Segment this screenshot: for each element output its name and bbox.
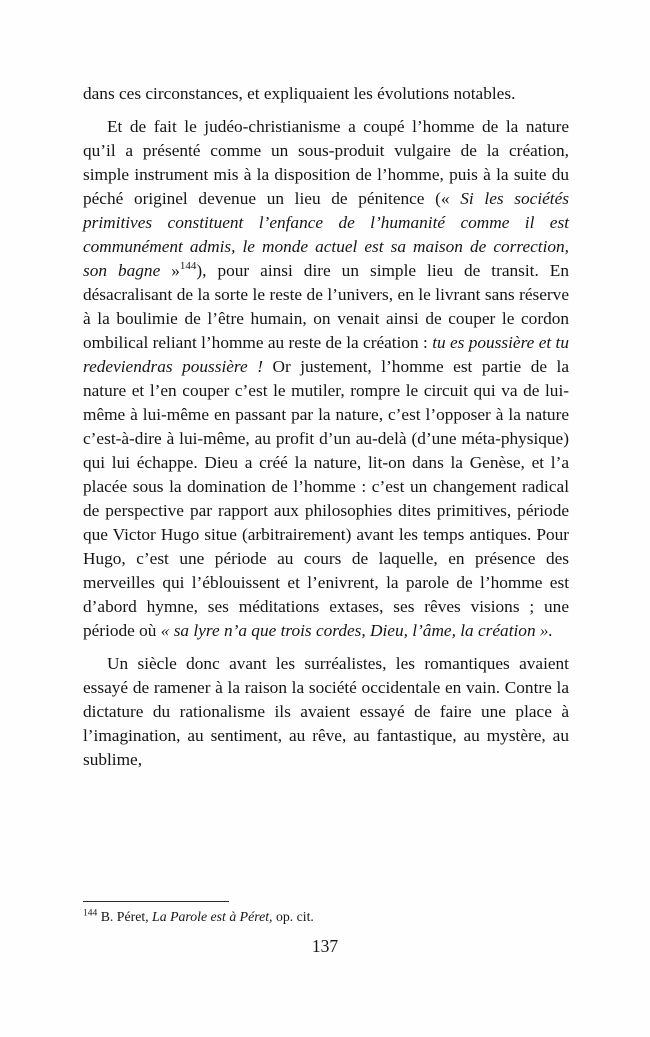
body-text bbox=[83, 82, 569, 772]
footnote: $^{144}$ B. Péret, La Parole est à Péret, op. cit. bbox=[83, 908, 314, 924]
paragraph-closing: Un siècle donc avant les surréalistes, les romantiques avaient essayé de ramener à la raison la société occidentale en vain. Contre la dictature du rationalisme ils avaient essayé de faire une place à l’imagination, au sentiment, au rêve, au fantastique, au mystère, au sublime, bbox=[83, 654, 569, 769]
page-number: 137 bbox=[311, 936, 339, 956]
paragraph-main: Et de fait le judéo-christianisme a coupé l’homme de la nature qu’il a présenté comme un sous-produit vulgaire de la création, simple instrument mis à la disposition de l’homme, puis à la suite du péché originel devenue un lieu de pénitence (« Si les sociétés primitives constituent l’enfance de l’humanité comme il est communément admis, le monde actuel est sa maison de correction, son bagne »$^{144}$), pour ainsi dire un simple lieu de transit. En désacralisant de la sorte le reste de l’univers, en le livrant sans réserve à la boulimie de l’être humain, on venait ainsi de couper le cordon ombilical reliant l’homme au reste de la création : tu es poussière et tu redeviendras poussière ! Or justement, l’homme est partie de la nature et l’en couper c’est le mutiler, rompre le circuit qui va de lui-même à lui-même en passant par la nature, c’est l’opposer à la nature c’est-à-dire à lui-même, au profit d’un au-delà (d’une méta-physique) qui lui échappe. Dieu a créé la nature, lit-on dans la Genèse, et l’a placée sous la domination de l’homme : c’est un changement radical de perspective par rapport aux philosophies dites primitives, période que Victor Hugo situe (arbitrairement) avant les temps antiques. Pour Hugo, c’est une période au cours de laquelle, en présence des merveilles qui l’éblouissent et l’enivrent, la parole de l’homme est d’abord hymne, ses méditations extases, ses rêves visions ; une période où « sa lyre n’a que trois cordes, Dieu, l’âme, la création ». bbox=[83, 117, 570, 640]
footnote-divider bbox=[83, 901, 229, 902]
paragraph-continuation: dans ces circonstances, et expliquaient les évolutions notables. bbox=[83, 84, 516, 103]
